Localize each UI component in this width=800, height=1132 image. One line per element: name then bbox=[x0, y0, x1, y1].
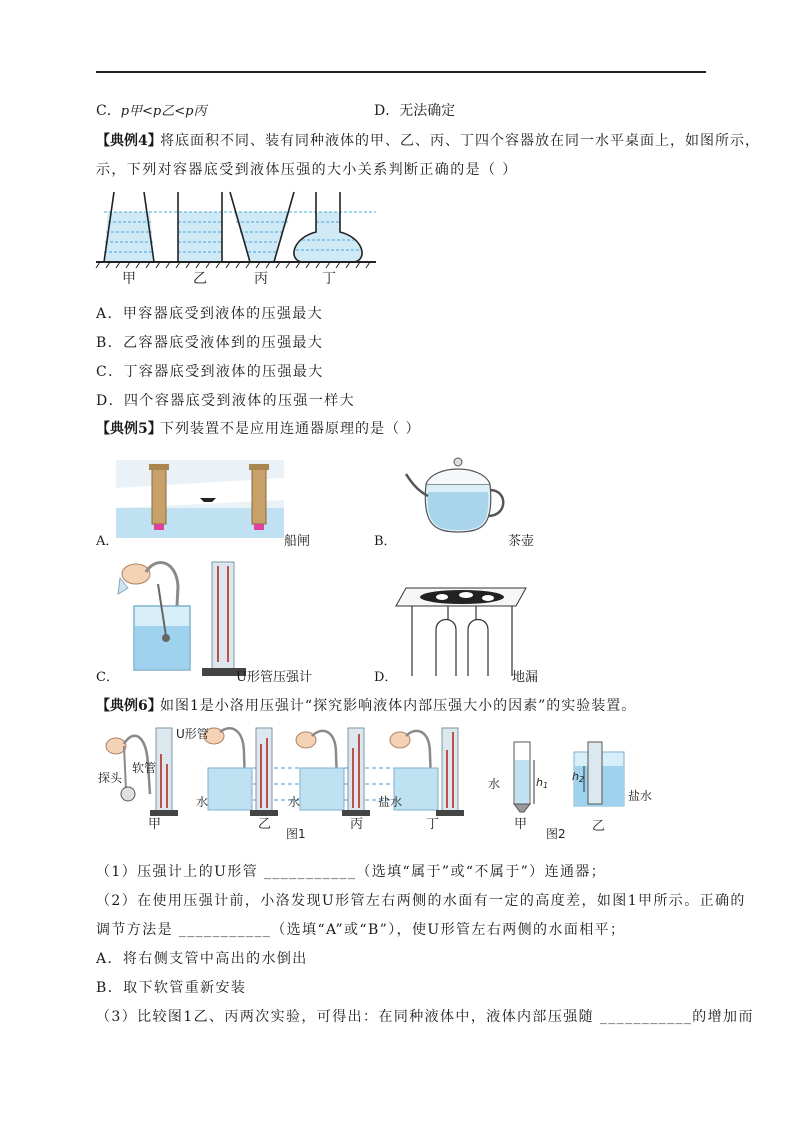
fig2-label-water: 水 bbox=[488, 777, 501, 791]
example4-option-d: D．四个容器底受到液体的压强一样大 bbox=[96, 393, 356, 409]
example5-stem: 下列装置不是应用连通器原理的是（ ） bbox=[160, 421, 421, 437]
figure-1-experiment bbox=[96, 724, 516, 840]
example6-q3: （3）比较图1乙、丙两次实验，可得出：在同种液体中，液体内部压强随 ___________的增加而 bbox=[96, 1009, 754, 1025]
label-hose: 软管 bbox=[132, 761, 157, 775]
example4-option-c: C．丁容器底受到液体的压强最大 bbox=[96, 364, 324, 380]
container-label-yi: 乙 bbox=[193, 271, 207, 287]
label-ding: 丁 bbox=[426, 817, 440, 832]
label-probe: 探头 bbox=[98, 771, 123, 785]
option-d-letter: D． bbox=[374, 670, 398, 685]
u-tube-gauge-figure bbox=[116, 556, 274, 678]
label-yi: 乙 bbox=[258, 817, 272, 832]
container-label-ding: 丁 bbox=[322, 271, 336, 287]
option-c-caption: U形管压强计 bbox=[236, 670, 312, 685]
example6-q2-option-b: B．取下软管重新安装 bbox=[96, 980, 247, 996]
example5-tag: 【典例5】 bbox=[96, 421, 162, 437]
option-a-letter: A． bbox=[96, 534, 119, 549]
label-utube: U形管 bbox=[176, 727, 209, 741]
option-c-expression: p甲<p乙<p丙 bbox=[120, 104, 207, 119]
option-c-letter: C． bbox=[96, 103, 121, 119]
figure-2-experiment bbox=[484, 740, 653, 841]
example4-tag: 【典例4】 bbox=[96, 133, 162, 149]
prev-option-c bbox=[96, 100, 206, 120]
option-c-letter: C． bbox=[96, 670, 119, 685]
example4-option-a: A．甲容器底受到液体的压强最大 bbox=[96, 306, 324, 322]
label-saltwater: 盐水 bbox=[378, 795, 403, 809]
figure-1-caption: 图1 bbox=[286, 827, 306, 841]
example4-containers-figure bbox=[96, 190, 376, 286]
option-a-caption: 船闸 bbox=[284, 534, 311, 549]
option-d-caption: 地漏 bbox=[512, 670, 539, 685]
ship-lock-figure bbox=[116, 460, 284, 538]
container-label-jia: 甲 bbox=[122, 271, 136, 287]
label-bing: 丙 bbox=[350, 817, 364, 832]
example6-q2-option-a: A．将右侧支管中高出的水倒出 bbox=[96, 951, 308, 967]
example4-option-b: B．乙容器底受液体到的压强最大 bbox=[96, 335, 324, 351]
fig2-label-h2: h2 bbox=[572, 770, 585, 784]
example6-q1: （1）压强计上的U形管 ___________（选填“属于”或“不属于”）连通器； bbox=[96, 864, 607, 880]
teapot-figure bbox=[404, 454, 512, 534]
option-b-caption: 茶壶 bbox=[508, 534, 535, 549]
fig2-label-h1: h1 bbox=[536, 776, 549, 790]
header-rule bbox=[96, 71, 706, 73]
label-water-2: 水 bbox=[288, 795, 301, 809]
floor-drain-figure bbox=[396, 580, 528, 676]
example6-tag: 【典例6】 bbox=[96, 698, 162, 714]
label-water-1: 水 bbox=[196, 795, 209, 809]
example6-q2-line2: 调节方法是 ___________（选填“A”或“B”），使U形管左右两侧的水面相平； bbox=[96, 922, 626, 938]
figure-2-caption: 图2 bbox=[546, 827, 566, 841]
example4-stem-1: 将底面积不同、装有同种液体的甲、乙、丙、丁四个容器放在同一水平桌面上，如图所示， bbox=[160, 133, 760, 149]
prev-option-d: D．无法确定 bbox=[374, 103, 456, 119]
example6-q2-line1: （2）在使用压强计前，小洛发现U形管左右两侧的水面有一定的高度差，如图1甲所示。正确的 bbox=[96, 893, 746, 909]
label-jia: 甲 bbox=[148, 817, 162, 832]
fig2-label-saltwater: 盐水 bbox=[628, 789, 653, 803]
container-label-bing: 丙 bbox=[254, 271, 268, 287]
fig2-label-yi: 乙 bbox=[592, 819, 606, 834]
example4-stem-2: 示，下列对容器底受到液体压强的大小关系判断正确的是（ ） bbox=[96, 162, 518, 178]
fig2-label-jia: 甲 bbox=[514, 817, 528, 832]
example6-stem: 如图1是小洛用压强计“探究影响液体内部压强大小的因素”的实验装置。 bbox=[160, 698, 637, 714]
option-b-letter: B． bbox=[374, 534, 397, 549]
